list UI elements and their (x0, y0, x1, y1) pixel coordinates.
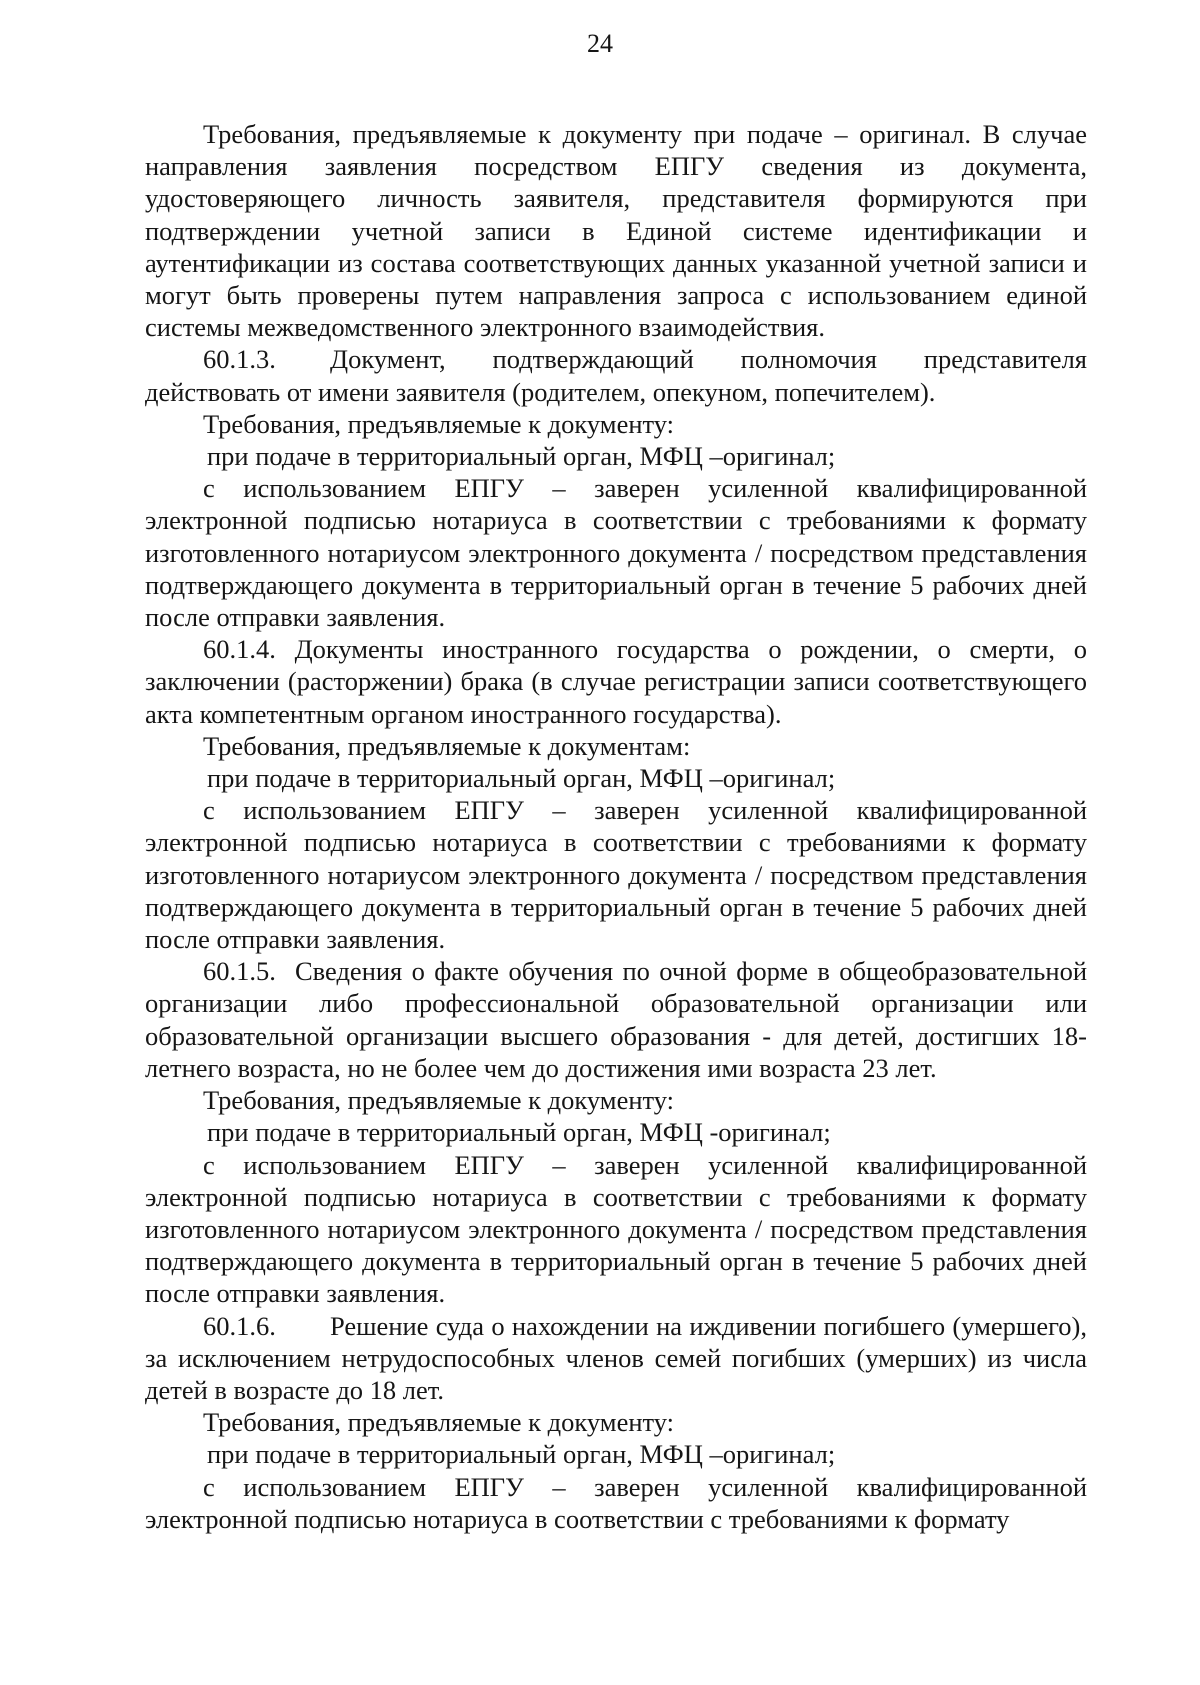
paragraph-epgu-notary: с использованием ЕПГУ – заверен усиленной квалифицированной электронной подписью нотариуса в соответствии с требованиями к формату изготовленного нотариусом электронного документа / посредством представления подтверждающего документа в территориальный орган в течение 5 рабочих дней после отправки заявления. (145, 473, 1087, 633)
paragraph-60-1-6 (145, 1310, 1087, 1407)
document-body (145, 118, 1087, 1535)
clause-text: Решение суда о нахождении на иждивении погибшего (умершего), за исключением нетрудоспособных членов семей погибших (умерших) из числа детей в возрасте до 18 лет. (145, 1310, 1087, 1405)
paragraph-60-1-3 (145, 343, 1087, 407)
paragraph-60-1-4: 60.1.4. Документы иностранного государства о рождении, о смерти, о заключении (расторжении) брака (в случае регистрации записи соответствующего акта компетентным органом иностранного государства). (145, 634, 1087, 729)
paragraph-submission-original: при подаче в территориальный орган, МФЦ -оригинал; (207, 1117, 831, 1148)
paragraph-requirements-heading: Требования, предъявляемые к документам: (203, 730, 691, 761)
clause-number: 60.1.3. (203, 344, 276, 375)
paragraph-requirements-heading: Требования, предъявляемые к документу: (203, 408, 675, 439)
paragraph-submission-original: при подаче в территориальный орган, МФЦ –оригинал; (207, 763, 836, 794)
paragraph-submission-original: при подаче в территориальный орган, МФЦ –оригинал; (207, 441, 836, 472)
paragraph-identity-document-requirements: Требования, предъявляемые к документу при подаче – оригинал. В случае направления заявления посредством ЕПГУ сведения из документа, удостоверяющего личность заявителя, представителя формируются при подтверждении учетной записи в Единой системе идентификации и аутентификации из состава соответствующих данных указанной учетной записи и могут быть проверены путем направления запроса с использованием единой системы межведомственного электронного взаимодействия. (145, 119, 1087, 343)
paragraph-epgu-notary: с использованием ЕПГУ – заверен усиленной квалифицированной электронной подписью нотариуса в соответствии с требованиями к формату (145, 1471, 1087, 1534)
paragraph-60-1-5 (145, 955, 1087, 1084)
paragraph-submission-original: при подаче в территориальный орган, МФЦ –оригинал; (207, 1439, 836, 1470)
paragraph-requirements-heading: Требования, предъявляемые к документу: (203, 1407, 675, 1438)
clause-text: Сведения о факте обучения по очной форме в общеобразовательной организации либо профессиональной образовательной организации или образовательной организации высшего образования - для детей, достигших 18-летнего возраста, но не более чем до достижения ими возраста 23 лет. (145, 956, 1087, 1083)
paragraph-epgu-notary: с использованием ЕПГУ – заверен усиленной квалифицированной электронной подписью нотариуса в соответствии с требованиями к формату изготовленного нотариусом электронного документа / посредством представления подтверждающего документа в территориальный орган в течение 5 рабочих дней после отправки заявления. (145, 1149, 1087, 1309)
clause-number: 60.1.6. (203, 1310, 276, 1341)
clause-number: 60.1.5. (203, 956, 276, 987)
paragraph-requirements-heading: Требования, предъявляемые к документу: (203, 1085, 675, 1116)
paragraph-epgu-notary: с использованием ЕПГУ – заверен усиленной квалифицированной электронной подписью нотариуса в соответствии с требованиями к формату изготовленного нотариусом электронного документа / посредством представления подтверждающего документа в территориальный орган в течение 5 рабочих дней после отправки заявления. (145, 795, 1087, 955)
page-number: 24 (587, 29, 613, 58)
clause-text: Документ, подтверждающий полномочия представителя действовать от имени заявителя (родителем, опекуном, попечителем). (145, 344, 1087, 407)
